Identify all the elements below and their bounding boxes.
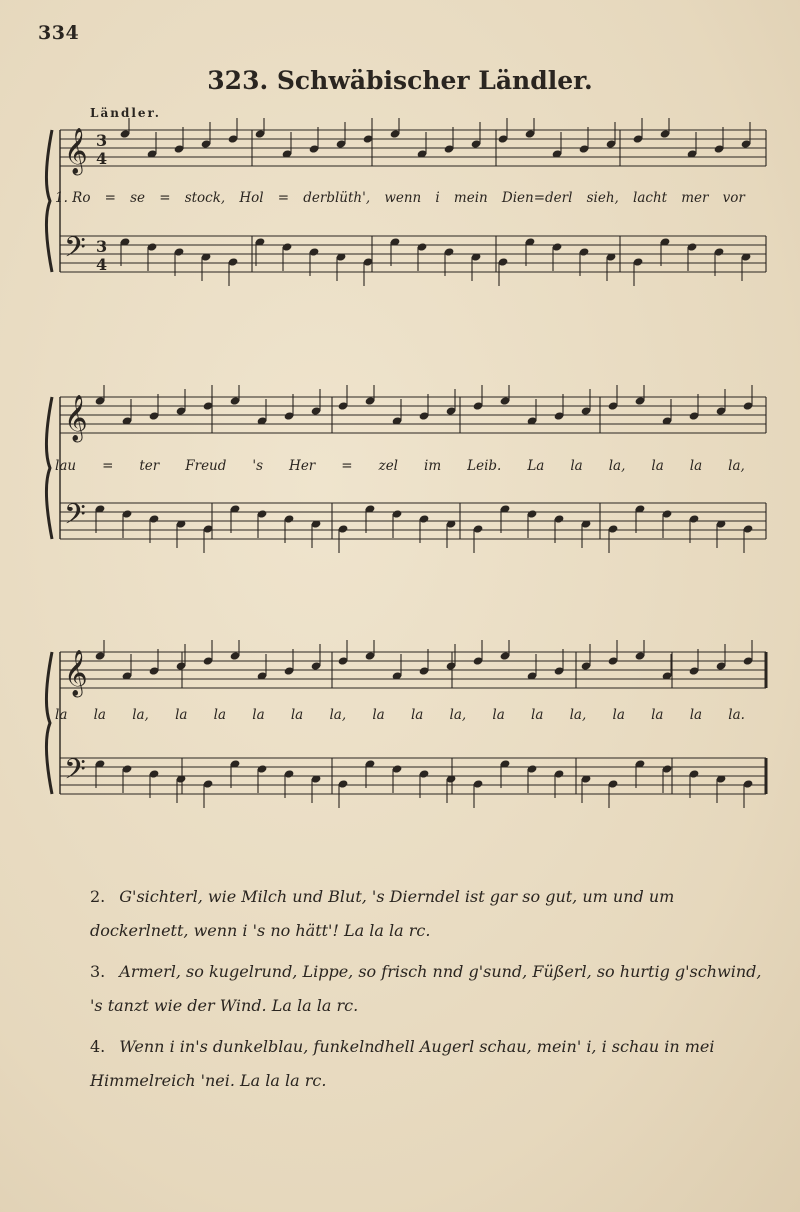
verse-number: 4. [90, 1037, 106, 1056]
lyric-syllable: wenn [384, 190, 422, 206]
lyric-syllable: Leib. [467, 458, 502, 474]
page-number: 334 [38, 22, 80, 44]
lyric-syllable: la. [728, 707, 745, 723]
lyric-syllable: La [527, 458, 545, 474]
lyric-syllable: sieh, [586, 190, 619, 206]
music-system-1 [40, 118, 770, 328]
music-system-3 [40, 640, 770, 840]
lyric-syllable: la [93, 707, 106, 723]
lyric-syllable: la, [728, 458, 745, 474]
lyric-syllable: Dien=derl [501, 190, 573, 206]
verse-number: 3. [90, 962, 106, 981]
lyric-syllable: la, [569, 707, 587, 723]
verse-text: Armerl, so kugelrund, Lippe, so frisch nnd g'sund, Füßerl, so hurtig g'schwind, 's tanzt wie der Wind. La la la rc. [90, 962, 762, 1015]
lyric-syllable: la [689, 707, 703, 723]
lyric-syllable: la [175, 707, 188, 723]
lyric-syllable: Hol [239, 190, 264, 206]
verse-4 [90, 1030, 770, 1098]
lyric-syllable: la, [132, 707, 149, 723]
lyric-syllable: = [159, 190, 171, 206]
lyric-syllable: la [689, 458, 703, 474]
lyric-syllable: la [612, 707, 625, 723]
svg-text:𝄢: 𝄢 [64, 231, 86, 271]
lyric-syllable: zel [378, 458, 398, 474]
lyric-syllable: la [531, 707, 544, 723]
lyric-syllable: Her [289, 458, 316, 474]
lyric-syllable: 1. Ro [55, 190, 91, 206]
lyric-syllable: la, [608, 458, 626, 474]
lyric-syllable: mer [681, 190, 709, 206]
lyric-syllable: stock, [184, 190, 226, 206]
verse-text: G'sichterl, wie Milch und Blut, 's Dierndel ist gar so gut, um und um dockerlnett, wenn i 's no hätt'! La la la rc. [90, 887, 675, 940]
lyrics-system-1 [55, 190, 745, 206]
svg-text:𝄞: 𝄞 [64, 128, 88, 174]
lyric-syllable: lacht [633, 190, 668, 206]
svg-text:𝄞: 𝄞 [64, 650, 88, 696]
lyric-syllable: ter [139, 458, 160, 474]
music-staves [40, 118, 770, 328]
svg-text:𝄢: 𝄢 [64, 753, 86, 793]
svg-text:3: 3 [96, 237, 108, 256]
lyric-syllable: la [651, 458, 664, 474]
svg-text:𝄢: 𝄢 [64, 498, 86, 538]
lyric-syllable: = [277, 190, 290, 206]
lyric-syllable: la [410, 707, 424, 723]
verse-text: Wenn i in's dunkelblau, funkelndhell Augerl schau, mein' i, i schau in mei Himmelreich 'nei. La la la rc. [90, 1037, 715, 1090]
song-title: 323. Schwäbischer Ländler. [207, 66, 593, 95]
lyric-syllable: se [130, 190, 146, 206]
lyric-syllable: la [492, 707, 505, 723]
lyric-syllable: la [651, 707, 664, 723]
lyric-syllable: vor [722, 190, 745, 206]
tempo-marking: Ländler. [90, 106, 161, 120]
lyric-syllable: la [213, 707, 227, 723]
music-system-2 [40, 385, 770, 585]
svg-text:4: 4 [96, 149, 108, 168]
lyric-syllable: la [290, 707, 304, 723]
lyric-syllable: lau [55, 458, 77, 474]
lyric-syllable: i [435, 190, 440, 206]
lyric-syllable: la [252, 707, 265, 723]
svg-text:4: 4 [96, 255, 108, 274]
svg-text:3: 3 [96, 131, 108, 150]
verse-2 [90, 880, 770, 948]
lyric-syllable: Freud [185, 458, 227, 474]
lyric-syllable: la [570, 458, 583, 474]
music-staves [40, 385, 770, 585]
lyrics-system-3 [55, 707, 745, 723]
lyric-syllable: mein [453, 190, 488, 206]
lyric-syllable: = [104, 190, 116, 206]
svg-text:𝄞: 𝄞 [64, 395, 88, 441]
lyric-syllable: = [341, 458, 353, 474]
lyric-syllable: = [102, 458, 114, 474]
lyrics-system-2 [55, 458, 745, 474]
verse-number: 2. [90, 887, 106, 906]
lyric-syllable: la, [329, 707, 347, 723]
lyric-syllable: la, [449, 707, 467, 723]
lyric-syllable: derblüth', [303, 190, 371, 206]
lyric-syllable: 's [252, 458, 264, 474]
music-staves [40, 640, 770, 840]
lyric-syllable: im [424, 458, 442, 474]
verse-3 [90, 955, 770, 1023]
lyric-syllable: la [372, 707, 385, 723]
lyric-syllable: la [55, 707, 68, 723]
